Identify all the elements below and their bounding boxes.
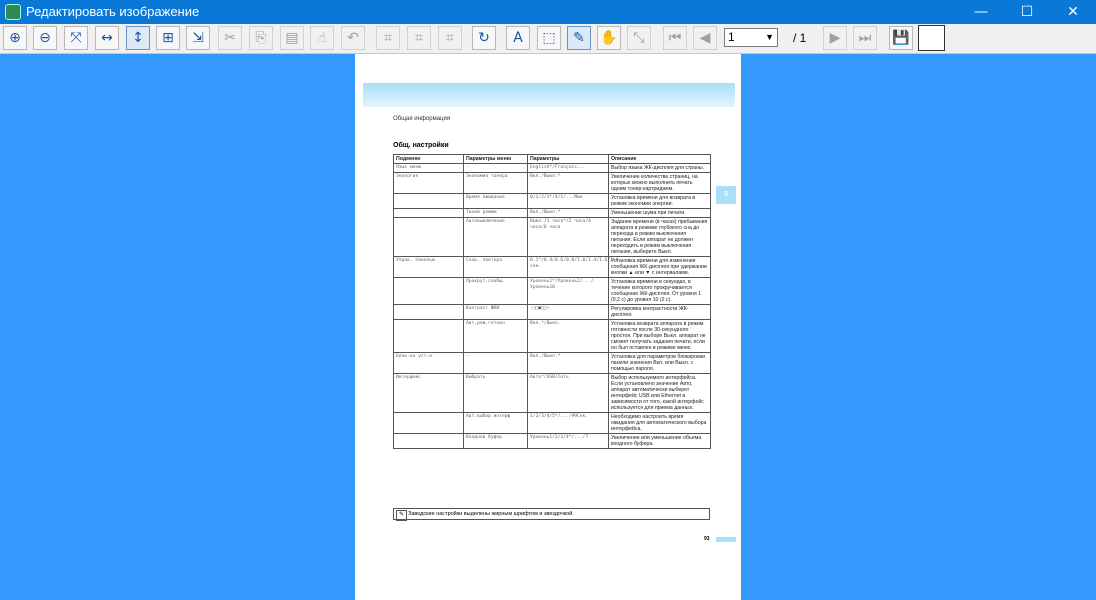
table-cell: -□□■□□+ bbox=[528, 305, 609, 320]
next-page-icon: ▶ bbox=[829, 30, 841, 46]
table-cell: Уровень1/2/3/4*/.../7 bbox=[528, 434, 609, 449]
chevron-down-icon: ▼ bbox=[765, 32, 774, 42]
table-row bbox=[394, 164, 711, 173]
column-header: Описание bbox=[609, 155, 711, 164]
table-cell: Контраст ЖКИ bbox=[464, 305, 528, 320]
note-pen-icon: ✎ bbox=[396, 510, 407, 521]
fit-width-icon: ↔ bbox=[101, 30, 113, 46]
table-cell: Прокрут.сообщ. bbox=[464, 278, 528, 305]
resize-button[interactable] bbox=[627, 26, 651, 50]
title-bar bbox=[0, 0, 1096, 24]
column-header: Подменю bbox=[394, 155, 464, 164]
table-cell bbox=[394, 305, 464, 320]
table-cell: Уровень1*/Уровень2/.../Уровень10 bbox=[528, 278, 609, 305]
table-row bbox=[394, 194, 711, 209]
header-band bbox=[363, 83, 735, 107]
zoom-in-button[interactable] bbox=[3, 26, 27, 50]
last-page-button[interactable] bbox=[853, 26, 877, 50]
pointer-button[interactable] bbox=[310, 26, 334, 50]
table-row bbox=[394, 257, 711, 278]
footnote-text: Заводские настройки выделены жирным шрифтом и звездочкой. bbox=[408, 511, 574, 517]
table-cell: Установка возврата аппарата в режим готовности после 30-секундного простоя. При выборе Выкл. аппарат не сможет получать задания печати, если он был оставлен в режиме меню. bbox=[609, 320, 711, 353]
table-cell: Скор. повтора bbox=[464, 257, 528, 278]
table-cell: 0.1*/0.4/0.6/0.8/1.0/1.4/1.6/2.0 сек. bbox=[528, 257, 609, 278]
zoom-out-button[interactable] bbox=[33, 26, 57, 50]
column-header: Параметры меню bbox=[464, 155, 528, 164]
table-cell: Время ожидания bbox=[464, 194, 528, 209]
copy-icon: ⎘ bbox=[255, 30, 267, 46]
resize-icon: ⤡ bbox=[633, 30, 645, 46]
maximize-button[interactable]: ☐ bbox=[1020, 4, 1034, 20]
table-row bbox=[394, 209, 711, 218]
text-button[interactable] bbox=[506, 26, 530, 50]
table-row bbox=[394, 278, 711, 305]
table-cell: 0/1/2/3*/4/5/...Мин bbox=[528, 194, 609, 209]
next-page-button[interactable] bbox=[823, 26, 847, 50]
table-cell: Авт.реж.готовн bbox=[464, 320, 528, 353]
section-header: Общая информация bbox=[393, 116, 451, 122]
table-cell: Выбрать bbox=[464, 374, 528, 413]
page-strip bbox=[716, 537, 736, 542]
table-cell: English*/Français... bbox=[528, 164, 609, 173]
rotate-button[interactable] bbox=[472, 26, 496, 50]
document-page bbox=[355, 54, 741, 600]
crop-auto-button[interactable] bbox=[407, 26, 431, 50]
table-cell: Автовыключение bbox=[464, 218, 528, 257]
cut-icon: ✂ bbox=[224, 30, 236, 46]
table-cell: Язык меню bbox=[394, 164, 464, 173]
window-title: Редактировать изображение bbox=[26, 4, 200, 19]
table-cell: Установка времени для изменения сообщения ЖК-дисплея при удержании кнопки ▲ или ▼ с интервалами. bbox=[609, 257, 711, 278]
table-cell: Уменьшение шума при печати. bbox=[609, 209, 711, 218]
pen-icon: ✎ bbox=[573, 30, 585, 46]
table-cell bbox=[394, 320, 464, 353]
table-cell: Авто*/USB/Сеть bbox=[528, 374, 609, 413]
page-select[interactable] bbox=[724, 28, 778, 47]
table-cell bbox=[394, 413, 464, 434]
table-cell: Входной буфер bbox=[464, 434, 528, 449]
pen-button[interactable] bbox=[567, 26, 591, 50]
crop-button[interactable] bbox=[376, 26, 400, 50]
table-cell: Необходимо настроить время ожидания для автоматического выбора интерфейса. bbox=[609, 413, 711, 434]
minimize-button[interactable]: — bbox=[974, 4, 988, 20]
table-cell bbox=[394, 218, 464, 257]
fit-width-button[interactable] bbox=[95, 26, 119, 50]
footnote bbox=[393, 508, 710, 520]
table-cell: Экология bbox=[394, 173, 464, 194]
table-cell: Установка времени для возврата в режим экономии энергии. bbox=[609, 194, 711, 209]
table-cell: Вкл./Выкл.* bbox=[528, 209, 609, 218]
prev-page-icon: ◀ bbox=[699, 30, 711, 46]
grid-icon: ⊞ bbox=[162, 30, 174, 46]
table-cell: Вкл.*/Выкл. bbox=[528, 320, 609, 353]
table-row bbox=[394, 320, 711, 353]
page-total: / 1 bbox=[793, 31, 807, 45]
table-cell: Регулировка контрастности ЖК-дисплея. bbox=[609, 305, 711, 320]
color-swatch[interactable] bbox=[918, 25, 945, 51]
table-row bbox=[394, 173, 711, 194]
rect-select-button[interactable] bbox=[537, 26, 561, 50]
select-move-icon: ⇲ bbox=[192, 30, 204, 46]
text-icon: A bbox=[513, 30, 523, 46]
section-heading: Общ. настройки bbox=[393, 142, 449, 149]
crop-icon: ⌗ bbox=[384, 30, 392, 46]
table-cell bbox=[394, 434, 464, 449]
pointer-icon: ☝ bbox=[317, 30, 327, 46]
table-cell bbox=[394, 194, 464, 209]
toolbar bbox=[0, 24, 1096, 54]
crop-auto-icon: ⌗ bbox=[415, 30, 423, 46]
table-cell: 1/2/3/4/5*/.../99Сек. bbox=[528, 413, 609, 434]
crop-fit-button[interactable] bbox=[438, 26, 462, 50]
save-button[interactable] bbox=[889, 26, 913, 50]
table-row bbox=[394, 434, 711, 449]
zoom-out-icon: ⊖ bbox=[39, 30, 51, 46]
table-row bbox=[394, 374, 711, 413]
select-move-button[interactable] bbox=[186, 26, 210, 50]
table-cell: Экономия тонера bbox=[464, 173, 528, 194]
fit-height-icon: ↕ bbox=[132, 30, 144, 46]
rotate-icon: ↻ bbox=[478, 30, 490, 46]
first-page-button[interactable] bbox=[663, 26, 687, 50]
fit-page-icon: ⤧ bbox=[70, 30, 82, 46]
crop-fit-icon: ⌗ bbox=[446, 30, 454, 46]
table-cell: Установка для параметров блокировки панели значения Вкл. или Выкл. с помощью пароля. bbox=[609, 353, 711, 374]
rect-select-icon: ⬚ bbox=[542, 30, 556, 46]
close-button[interactable]: ✕ bbox=[1067, 4, 1079, 20]
hand-button[interactable] bbox=[597, 26, 621, 50]
undo-button[interactable] bbox=[341, 26, 365, 50]
table-row bbox=[394, 353, 711, 374]
table-cell: Установка времени в секундах, в течение которого прокручивается сообщение ЖК-дисплея. От уровня 1 (0,2 с) до уровня 10 (2 с). bbox=[609, 278, 711, 305]
cut-button[interactable] bbox=[218, 26, 242, 50]
fit-height-button[interactable] bbox=[126, 26, 150, 50]
table-cell bbox=[394, 278, 464, 305]
table-row bbox=[394, 305, 711, 320]
table-cell: Задание времени (в часах) пребывания аппарата в режиме глубокого сна до перехода в режим выключения питания. Если аппарат не должен переходить в режим выключения питания, выберите Выкл. bbox=[609, 218, 711, 257]
first-page-icon: ⏮ bbox=[668, 30, 682, 46]
prev-page-button[interactable] bbox=[693, 26, 717, 50]
paste-icon: ▤ bbox=[285, 30, 299, 46]
table-cell: Вкл./Выкл.* bbox=[528, 353, 609, 374]
table-cell: Увеличение или уменьшение объема входного буфера. bbox=[609, 434, 711, 449]
page-select-value: 1 bbox=[728, 30, 735, 44]
table-row bbox=[394, 413, 711, 434]
app-icon bbox=[5, 4, 21, 20]
copy-button[interactable] bbox=[249, 26, 273, 50]
hand-icon: ✋ bbox=[600, 30, 618, 46]
page-number: 93 bbox=[704, 536, 710, 542]
table-cell: Вкл./Выкл.* bbox=[528, 173, 609, 194]
table-cell: Интерфейс bbox=[394, 374, 464, 413]
table-cell: Увеличение количества страниц, на которых можно выполнить печать одним тонер-картриджем. bbox=[609, 173, 711, 194]
save-icon: 💾 bbox=[892, 30, 910, 46]
fit-page-button[interactable] bbox=[64, 26, 88, 50]
table-cell: Выкл./1 часа*/2 часа/4 часа/8 часа bbox=[528, 218, 609, 257]
table-cell: - bbox=[464, 353, 528, 374]
table-cell: Выбор используемого интерфейса. Если установлено значение Авто, аппарат автоматически выберет интерфейс USB или Ethernet в зависимости от того, какой интерфейс используется для приема данных. bbox=[609, 374, 711, 413]
table-cell: - bbox=[464, 164, 528, 173]
grid-button[interactable] bbox=[156, 26, 180, 50]
table-cell: Выбор языка ЖК-дисплея для страны. bbox=[609, 164, 711, 173]
table-cell: Блок-ка уст-к bbox=[394, 353, 464, 374]
zoom-in-icon: ⊕ bbox=[9, 30, 21, 46]
chapter-tab: 3 bbox=[716, 186, 736, 204]
table-row bbox=[394, 218, 711, 257]
undo-icon: ↶ bbox=[347, 30, 359, 46]
paste-button[interactable] bbox=[280, 26, 304, 50]
table-cell bbox=[394, 209, 464, 218]
table-cell: Тихий режим bbox=[464, 209, 528, 218]
table-cell: Авт.выбор интерф bbox=[464, 413, 528, 434]
last-page-icon: ⏭ bbox=[858, 30, 872, 46]
table-cell: Управ. панелью bbox=[394, 257, 464, 278]
column-header: Параметры bbox=[528, 155, 609, 164]
settings-table bbox=[393, 154, 711, 449]
